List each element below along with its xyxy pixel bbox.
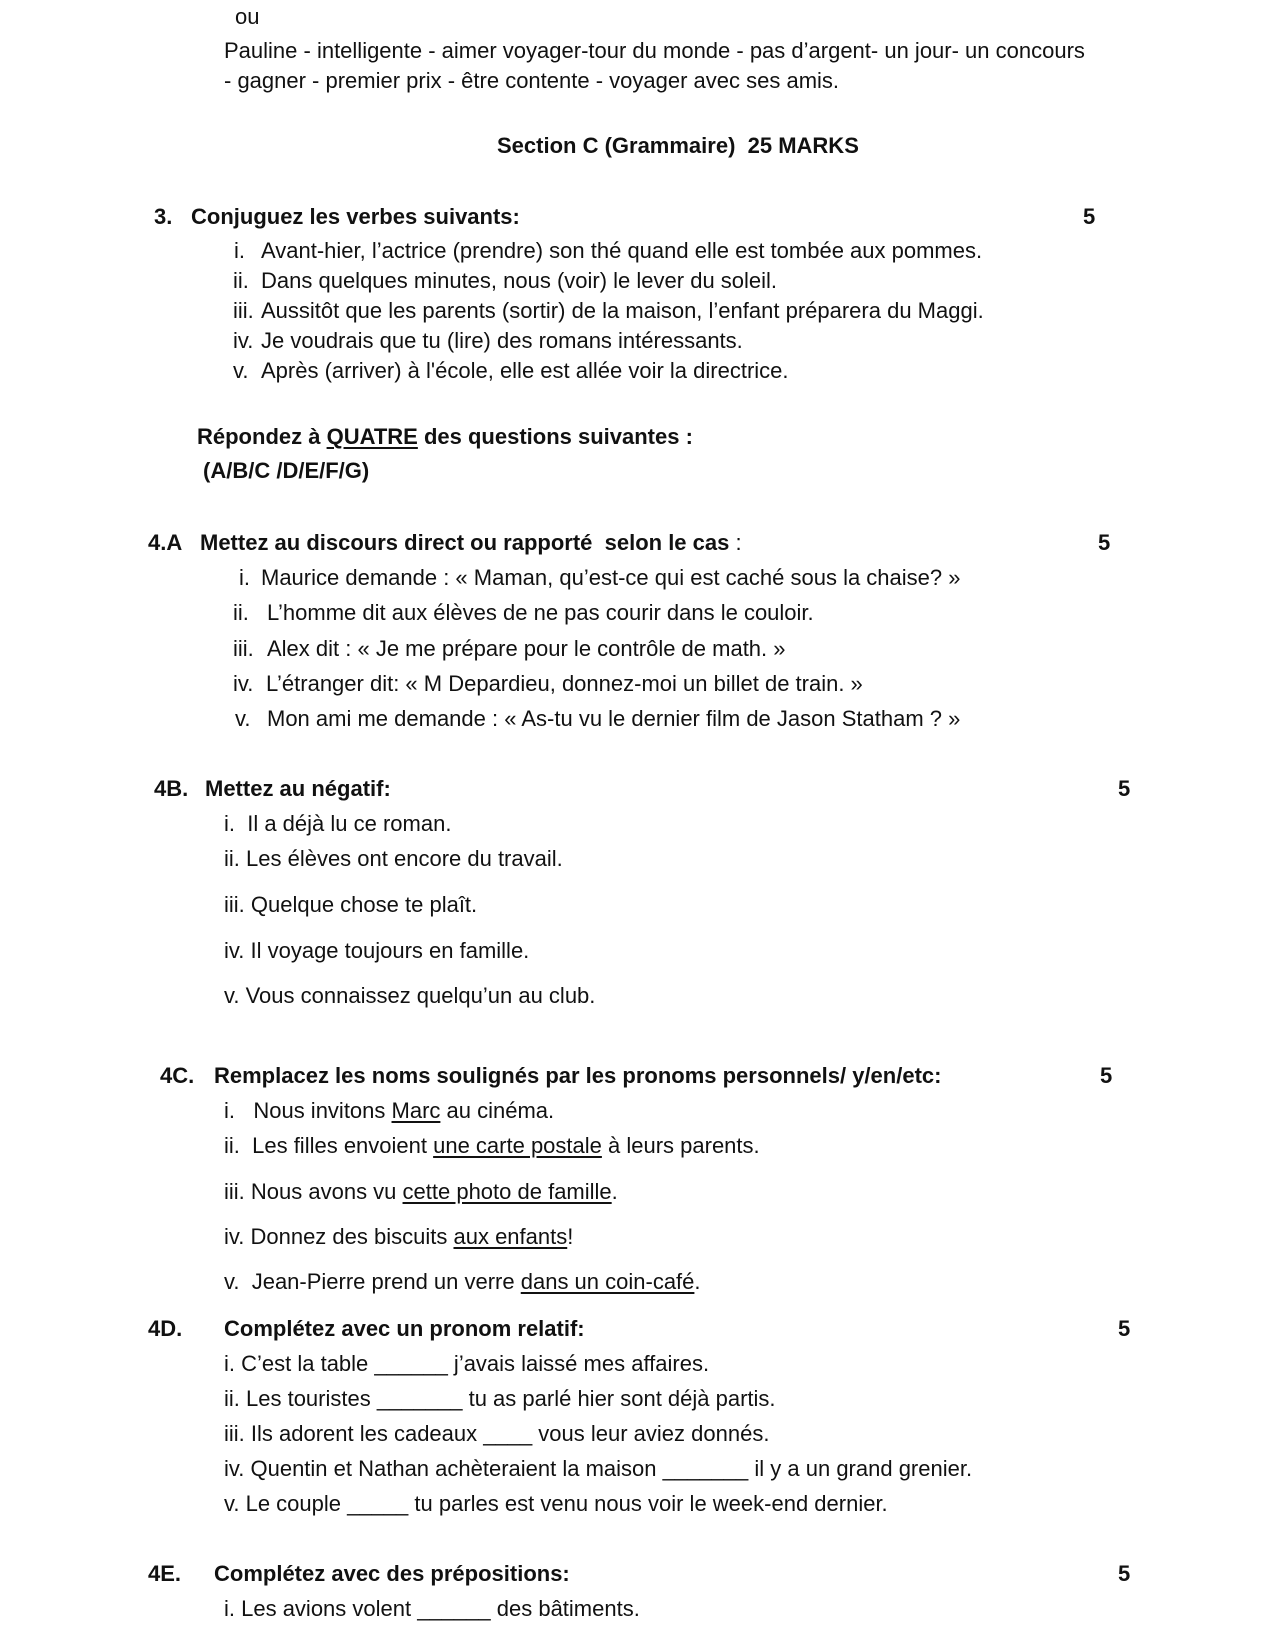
- list-item: [224, 1226, 573, 1248]
- item-text: ii. Les filles envoient: [224, 1133, 434, 1158]
- item-text: Maurice demande : « Maman, qu’est-ce qui est caché sous la chaise? »: [261, 565, 961, 590]
- list-item: i. C’est la table ______ j’avais laissé mes affaires.: [224, 1351, 710, 1376]
- item-text: .: [694, 1269, 701, 1294]
- underlined-noun: Marc: [391, 1098, 441, 1123]
- underlined-noun: aux enfants: [453, 1224, 568, 1249]
- list-item: i. Il a déjà lu ce roman.: [224, 811, 452, 836]
- question-title: Mettez au négatif:: [205, 776, 391, 801]
- item-text: Avant-hier, l’actrice (prendre) son thé quand elle est tombée aux pommes.: [261, 238, 983, 263]
- item-text: i. Nous invitons: [224, 1098, 392, 1123]
- item-text: Alex dit : « Je me prépare pour le contrôle de math. »: [267, 636, 786, 661]
- instructions-underlined: QUATRE: [326, 424, 418, 449]
- section-title: Section C (Grammaire) 25 MARKS: [497, 133, 859, 158]
- ou-text: ou: [235, 4, 260, 29]
- question-title-colon: :: [729, 530, 742, 555]
- instructions-line: [197, 426, 693, 448]
- question-title: Mettez au discours direct ou rapporté selon le cas: [200, 530, 730, 555]
- item-text: Après (arriver) à l'école, elle est allée voir la directrice.: [261, 358, 789, 383]
- list-item: [224, 1100, 554, 1122]
- question-marks: 5: [1118, 1561, 1131, 1586]
- item-number: i.: [234, 238, 245, 263]
- pauline-line-2: - gagner - premier prix - être contente - voyager avec ses amis.: [224, 68, 840, 93]
- question-number: 4C.: [160, 1063, 195, 1088]
- item-number: ii.: [233, 600, 249, 625]
- question-title: Complétez avec des prépositions:: [214, 1561, 570, 1586]
- list-item: v. Le couple _____ tu parles est venu nous voir le week-end dernier.: [224, 1491, 888, 1516]
- item-number: ii.: [233, 268, 249, 293]
- question-number: 4.A: [148, 530, 183, 555]
- question-number: 4B.: [154, 776, 189, 801]
- list-item: [224, 1181, 618, 1203]
- list-item: iv. Quentin et Nathan achèteraient la maison _______ il y a un grand grenier.: [224, 1456, 973, 1481]
- item-text: L’homme dit aux élèves de ne pas courir dans le couloir.: [267, 600, 814, 625]
- question-title: Conjuguez les verbes suivants:: [191, 204, 520, 229]
- item-text: !: [567, 1224, 574, 1249]
- instructions-pre: Répondez à: [197, 424, 327, 449]
- list-item: iv. Il voyage toujours en famille.: [224, 938, 530, 963]
- question-title: Complétez avec un pronom relatif:: [224, 1316, 585, 1341]
- question-number: 4D.: [148, 1316, 183, 1341]
- underlined-noun: une carte postale: [433, 1133, 602, 1158]
- item-number: iv.: [233, 328, 254, 353]
- list-item: iii. Ils adorent les cadeaux ____ vous leur aviez donnés.: [224, 1421, 770, 1446]
- item-number: v.: [235, 706, 251, 731]
- question-title: Remplacez les noms soulignés par les pronoms personnels/ y/en/etc:: [214, 1063, 942, 1088]
- underlined-noun: dans un coin-café: [520, 1269, 695, 1294]
- instructions-options: (A/B/C /D/E/F/G): [203, 458, 370, 483]
- list-item: [224, 1135, 760, 1157]
- question-marks: 5: [1083, 204, 1096, 229]
- question-marks: 5: [1098, 530, 1111, 555]
- item-text: v. Jean-Pierre prend un verre: [224, 1269, 521, 1294]
- item-text: Dans quelques minutes, nous (voir) le lever du soleil.: [261, 268, 778, 293]
- item-number: i.: [239, 565, 250, 590]
- item-number: iii.: [233, 298, 254, 323]
- list-item: iii. Quelque chose te plaît.: [224, 892, 478, 917]
- list-item: ii. Les élèves ont encore du travail.: [224, 846, 563, 871]
- item-text: iv. Donnez des biscuits: [224, 1224, 454, 1249]
- item-number: iii.: [233, 636, 254, 661]
- question-number: 3.: [154, 204, 173, 229]
- list-item: [224, 1271, 701, 1293]
- question-marks: 5: [1100, 1063, 1113, 1088]
- item-text: Je voudrais que tu (lire) des romans intéressants.: [261, 328, 743, 353]
- item-text: iii. Nous avons vu: [224, 1179, 403, 1204]
- list-item: v. Vous connaissez quelqu’un au club.: [224, 983, 596, 1008]
- question-number: 4E.: [148, 1561, 182, 1586]
- item-text: Mon ami me demande : « As-tu vu le dernier film de Jason Statham ? »: [267, 706, 961, 731]
- question-marks: 5: [1118, 776, 1131, 801]
- item-number: iv.: [233, 671, 254, 696]
- question-title-line: [200, 532, 742, 554]
- list-item: i. Les avions volent ______ des bâtiments.: [224, 1596, 640, 1621]
- item-number: v.: [233, 358, 249, 383]
- item-text: L’étranger dit: « M Depardieu, donnez-moi un billet de train. »: [266, 671, 863, 696]
- item-text: Aussitôt que les parents (sortir) de la maison, l’enfant préparera du Maggi.: [261, 298, 984, 323]
- question-marks: 5: [1118, 1316, 1131, 1341]
- instructions-post: des questions suivantes :: [417, 424, 693, 449]
- item-text: au cinéma.: [440, 1098, 555, 1123]
- item-text: .: [611, 1179, 618, 1204]
- list-item: ii. Les touristes _______ tu as parlé hier sont déjà partis.: [224, 1386, 776, 1411]
- item-text: à leurs parents.: [601, 1133, 760, 1158]
- pauline-line-1: Pauline - intelligente - aimer voyager-tour du monde - pas d’argent- un jour- un concours: [224, 38, 1085, 63]
- underlined-noun: cette photo de famille: [402, 1179, 612, 1204]
